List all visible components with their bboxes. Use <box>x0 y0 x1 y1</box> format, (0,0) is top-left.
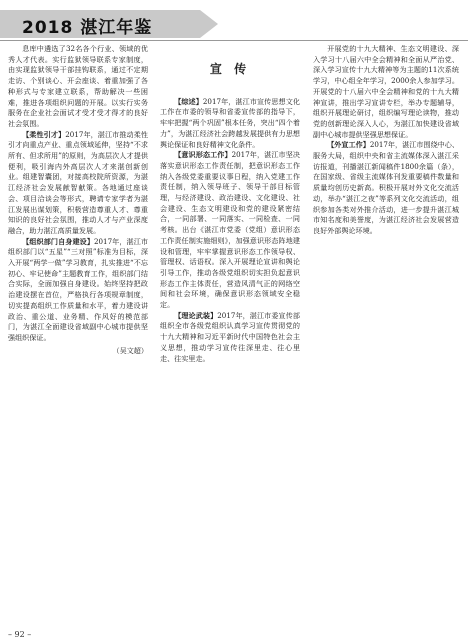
section-title: 宣 传 <box>209 62 251 76</box>
paragraph-text: 2017年，湛江市坚决落实意识形态工作责任制，把意识形态工作纳入各级党委重要议事日程，纳入党建工作责任制，纳入领导班子、领导干部目标管理，与经济建设、政治建设、文化建设、社会建设、生态文明建设和党的建设紧密结合，一同部署、一同落实、一同检查、一同考核。出台《湛江市党委（党组）意识形态工作责任制实施细则》，加强意识形态阵地建设和管理，牢牢掌握意识形态工作领导权、管理权、话语权。深入开展理论宣讲和舆论引导工作，推动各级党组织切实担负起意识形态工作主体责任，营造风清气正的网络空间和社会环境，确保意识形态领域安全稳定。 <box>160 150 300 310</box>
section-heading: 【组织部门自身建设】 <box>22 236 95 246</box>
column-middle <box>160 44 300 364</box>
paragraph <box>8 237 148 344</box>
column-left <box>8 44 148 356</box>
page-header <box>0 10 468 42</box>
author-signature: （吴文超） <box>112 345 148 355</box>
header-divider <box>0 40 468 41</box>
yearbook-title: 2018 湛江年鉴 <box>22 18 153 38</box>
paragraph <box>8 130 148 237</box>
paragraph-text: 2017年，湛江市委宣传部组织全市各级党组织认真学习宣传贯彻党的十九大精神和习近平新时代中国特色社会主义思想，推动学习宣传往深里走、往心里走、往实里走。 <box>160 310 300 363</box>
section-heading: 【理论武装】 <box>174 310 218 320</box>
paragraph-text: 2017年，湛江市推动柔性引才向重点产业、重点领域延伸，坚持“不求所有、但求所用”的原则，为高层次人才提供便利，吸引海内外高层次人才来湛创新创业。组建智囊团，对接高校院所资源，为湛江经济社会发展献智献策。各地通过座谈会、项目洽谈会等形式，聘请专家学者为湛江发展出谋划策，积极营造尊重人才、尊重知识的良好社会氛围，推动人才与产业深度融合，助力湛江高质量发展。 <box>8 129 148 235</box>
paragraph: 息库中遴选了32名各个行业、领域的优秀人才代表。实行监狱领导联系专家制度，由实现监狱领导干部挂钩联系，通过不定期走访、个别谈心、开会座谈、着重加强了各种形式与专家建立联系，帮助解决一些困难，推进各项组织问题的开展。以实行实务服务在企业社会面试才受才受才得才的良好社会氛围。 <box>8 44 148 128</box>
section-heading: 【柔性引才】 <box>22 129 66 139</box>
column-right <box>313 44 459 237</box>
paragraph <box>313 140 459 236</box>
paragraph-text: 2017年，湛江市组织部门以“五星”“三对照”标准为目标，深入开展“两学一做”学习教育，扎实推进“不忘初心、牢记使命”主题教育工作，组织部门结合实际，全面加强自身建设。始终坚持把政治建设摆在首位，严格执行各项规章制度，切实提高组织工作质量和水平，着力建设讲政治、重公道、业务精、作风好的模范部门，为湛江全面建设省域副中心城市提供坚强组织保证。 <box>8 236 149 342</box>
paragraph <box>160 311 300 365</box>
paragraph <box>160 150 300 311</box>
paragraph: 开展党的十九大精神、生态文明建设、深入学习十八届六中全会精神和全面从严治党、深入学习宣传十九大精神等为主题的11次系统学习，中心组全年学习，2000余人参加学习。开展党的十八届六中全会精神和党的十九大精神宣讲，推出学习宣讲专栏，举办专题辅导，组织开展理论研讨，组织编写理论读物，推动党的创新理论深入人心，为湛江加快建设省域副中心城市提供坚强思想保证。 <box>313 44 459 139</box>
paragraph-text: 2017年，湛江市围绕中心、服务大局，组织中央和省主流媒体深入湛江采访报道，刊播湛江新闻稿件1800余篇（条），在国家级、省级主流媒体刊发重要稿件数量和质量均创历史新高。积极开展对外文化交流活动，举办“湛江之夜”等系列文化交流活动，组织参加各类对外推介活动，进一步提升湛江城市知名度和美誉度，为湛江经济社会发展营造良好外部舆论环境。 <box>313 140 459 235</box>
section-heading: 【外宣工作】 <box>327 140 370 150</box>
section-heading: 【综述】 <box>174 96 203 106</box>
paragraph-text: 2017年，湛江市宣传思想文化工作在市委的领导和省委宣传部的指导下，牢牢把握“两个巩固”根本任务，突出“四个着力”，为湛江经济社会跨越发展提供有力思想舆论保证和良好精神文化条件。 <box>160 96 300 149</box>
paragraph <box>160 97 300 151</box>
section-heading: 【意识形态工作】 <box>174 150 232 160</box>
page-number: – 92 – <box>8 630 32 639</box>
